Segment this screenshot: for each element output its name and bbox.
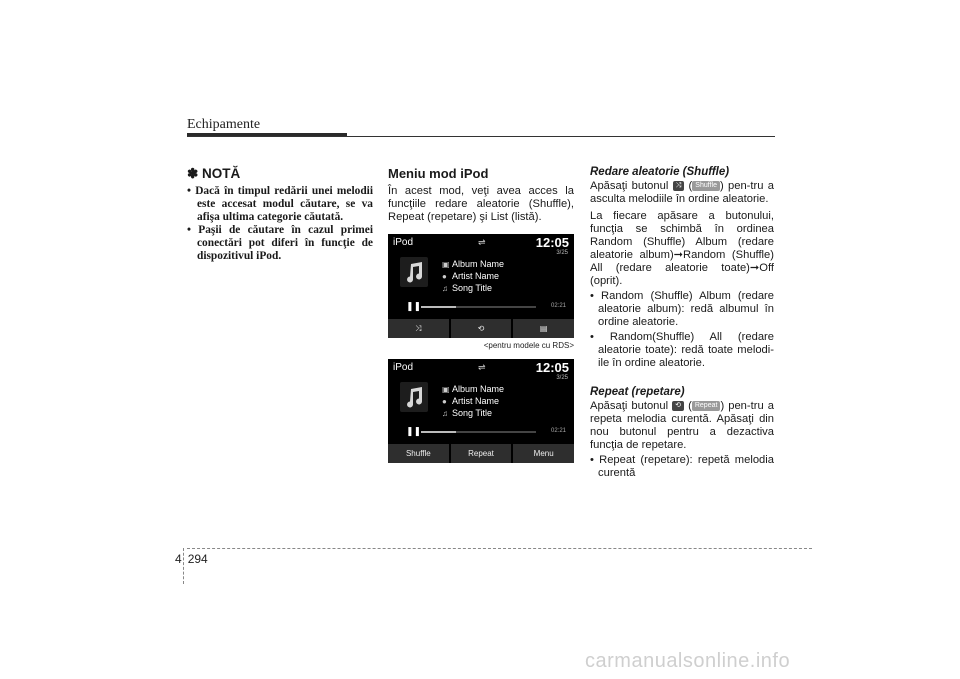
source-label: iPod — [393, 237, 414, 248]
pause-icon[interactable]: ❚❚ — [406, 426, 422, 436]
shuffle-icon: ⤨ — [673, 181, 685, 191]
music-note-icon — [404, 261, 424, 283]
note-item: • Paşii de căutare în cazul primei conectări pot diferi în funcţie de dispozitivul iPod. — [187, 224, 373, 262]
repeat-button[interactable]: Repeat — [451, 444, 512, 463]
album-row: ▣ Album Name — [442, 259, 505, 269]
clock: 12:05 — [535, 360, 569, 375]
note-item: • Dacă în timpul redării unei melodii este accesat modul căutare, se va afişa ultima categorie căutată. — [187, 185, 373, 223]
shuffle-label-pill: Shuffle — [692, 181, 720, 191]
ipod-menu-intro: În acest mod, veţi avea acces la funcţiile redare aleatorie (Shuffle), Repeat (repetare) şi List (listă). — [388, 185, 574, 223]
repeat-icon: ⟲ — [672, 401, 684, 411]
footer-rule — [187, 548, 812, 549]
shuffle-bullet: • Random(Shuffle) All (redare aleatorie toate): redă toate melodi-ile în ordine aleatorie. — [590, 331, 774, 369]
shuffle-paragraph-2: La fiecare apăsare a butonului, funcţia se schimbă în ordinea Random (Shuffle) Album (redare aleatorie album)➞Random (Shuffle) All (redare aleatorie toate)➞Off (oprit). — [590, 210, 774, 287]
section-title: Echipamente — [187, 117, 261, 132]
album-row: ▣ Album Name — [442, 384, 505, 394]
repeat-label-pill: Repeat — [692, 401, 721, 411]
screen-button-bar — [388, 444, 574, 463]
header-rule — [187, 136, 775, 137]
artist-icon: ● — [442, 272, 447, 281]
elapsed-time: 02:21 — [550, 303, 566, 309]
ipod-menu-heading: Meniu mod iPod — [388, 166, 489, 181]
source-label: iPod — [393, 362, 414, 373]
ipod-menu-section — [388, 166, 574, 224]
progress-bar — [421, 431, 536, 433]
music-note-icon — [404, 386, 424, 408]
repeat-button[interactable] — [451, 319, 512, 338]
repeat-paragraph: Apăsaţi butonul ⟲ ( Repeat ) pen-tru a repeta melodia curentă. Apăsaţi din nou butonul pentru a dezactiva funcţia de repetare. — [590, 400, 774, 451]
progress-fill — [421, 306, 456, 308]
ipod-screen-rds — [388, 234, 574, 338]
list-button[interactable] — [513, 319, 574, 338]
album-art — [400, 257, 428, 287]
ipod-screen-text — [388, 359, 574, 463]
screen-button-bar — [388, 319, 574, 338]
usb-icon: ⇌ — [478, 362, 486, 372]
clock: 12:05 — [535, 235, 569, 250]
usb-icon: ⇌ — [478, 237, 486, 247]
note-title: ✽ NOTĂ — [187, 166, 241, 181]
track-count: 3/25 — [556, 250, 568, 256]
artist-row: ● Artist Name — [442, 271, 500, 281]
song-icon: ♫ — [442, 284, 448, 293]
shuffle-bullet: • Random (Shuffle) Album (redare aleatorie album): redă albumul în ordine aleatorie. — [590, 290, 774, 328]
page-number: 4 294 — [175, 552, 208, 566]
album-icon: ▣ — [442, 260, 450, 269]
elapsed-time: 02:21 — [550, 428, 566, 434]
album-icon: ▣ — [442, 385, 450, 394]
shuffle-paragraph-1: Apăsaţi butonul ⤨ ( Shuffle ) pen-tru a asculta melodiile în ordine aleatorie. — [590, 180, 774, 205]
pause-icon[interactable]: ❚❚ — [406, 301, 422, 311]
shuffle-icon: ⤨ — [415, 323, 422, 333]
menu-button[interactable]: Menu — [513, 444, 574, 463]
watermark: carmanualsonline.info — [585, 650, 791, 672]
shuffle-button[interactable]: Shuffle — [388, 444, 449, 463]
note-list — [187, 185, 373, 263]
list-icon: ▤ — [539, 324, 548, 333]
shuffle-heading: Redare aleatorie (Shuffle) — [590, 166, 730, 178]
repeat-icon: ⟲ — [477, 324, 485, 333]
artist-row: ● Artist Name — [442, 396, 500, 406]
shuffle-button[interactable] — [388, 319, 449, 338]
status-bar — [388, 359, 574, 377]
artist-icon: ● — [442, 397, 447, 406]
screen-caption: <pentru modele cu RDS> — [483, 341, 574, 350]
album-art — [400, 382, 428, 412]
progress-fill — [421, 431, 456, 433]
note-box — [187, 166, 373, 263]
track-count: 3/25 — [556, 375, 568, 381]
repeat-heading: Repeat (repetare) — [590, 386, 685, 398]
repeat-bullet: • Repeat (repetare): repetă melodia curentă — [590, 454, 774, 479]
progress-bar — [421, 306, 536, 308]
status-bar — [388, 234, 574, 252]
shuffle-repeat-section — [590, 166, 774, 480]
song-icon: ♫ — [442, 409, 448, 418]
song-row: ♫ Song Title — [442, 408, 493, 418]
song-row: ♫ Song Title — [442, 283, 493, 293]
